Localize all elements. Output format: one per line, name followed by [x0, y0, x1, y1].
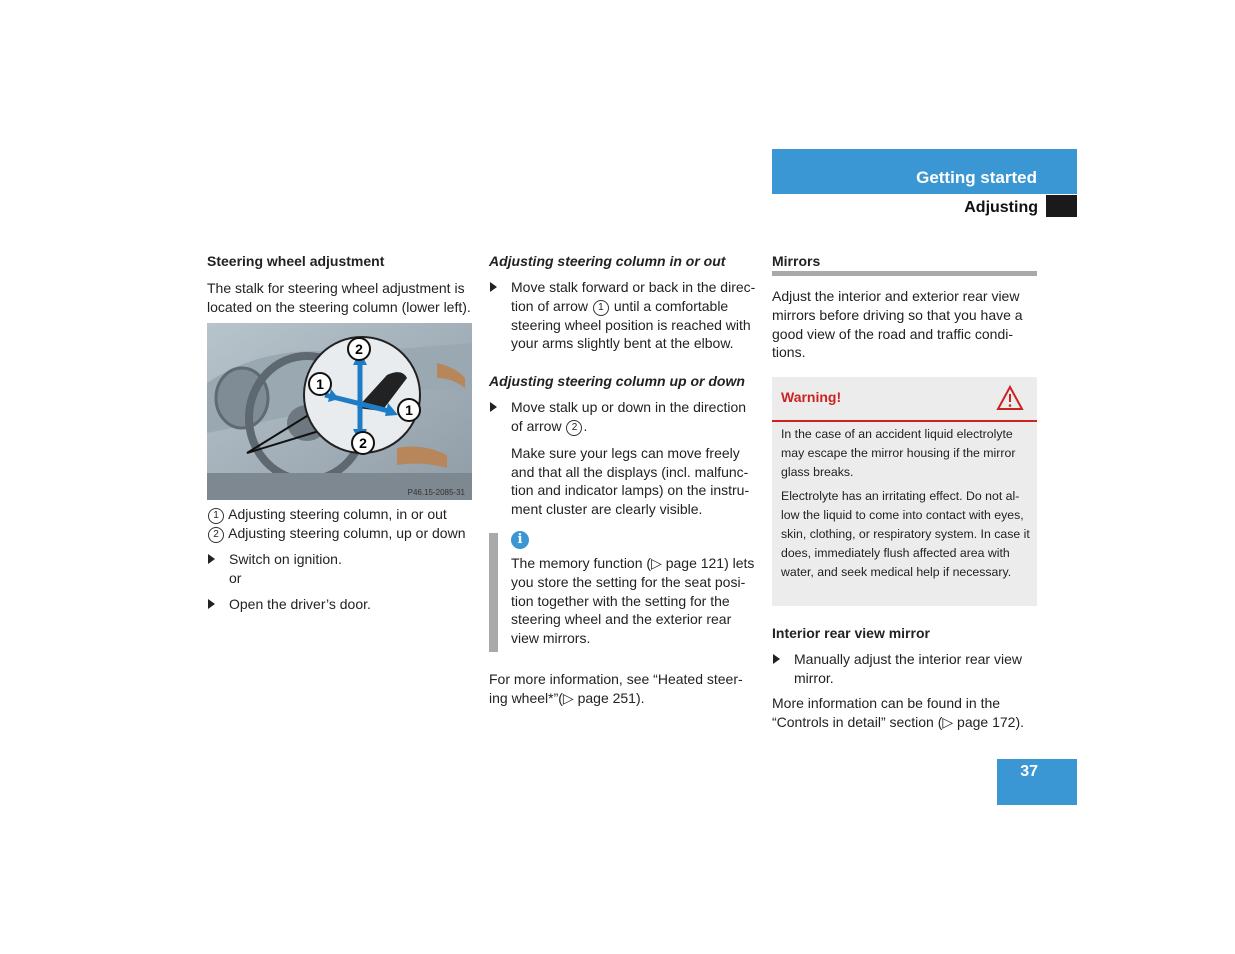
- info-icon: i: [511, 531, 529, 549]
- header-marker: [1046, 195, 1077, 217]
- column-1: [207, 252, 475, 316]
- bullet-arrow-icon: [490, 282, 497, 292]
- steering-column-figure: [207, 323, 472, 500]
- steering-heading: Steering wheel adjustment: [207, 253, 385, 269]
- step-switch-on-ignition: Switch on ignition. or: [207, 550, 475, 588]
- svg-text:1: 1: [405, 402, 413, 418]
- warning-triangle-icon: [996, 385, 1024, 411]
- svg-text:1: 1: [316, 376, 324, 392]
- warning-title: Warning!: [781, 389, 842, 405]
- bullet-arrow-icon: [773, 654, 780, 664]
- legend-item-1: 1 Adjusting steering column, in or out: [207, 505, 475, 524]
- figure-legend: [207, 505, 475, 613]
- step-open-door: Open the driver’s door.: [207, 595, 475, 614]
- mirrors-intro: Adjust the interior and exterior rear view mirrors before driving so that you have a good view of the road and traffic condi-tions.: [772, 288, 1023, 361]
- subsection-title: Adjusting: [964, 199, 1038, 216]
- legs-note: Make sure your legs can move freely and that all the displays (incl. malfunc-tion and indicator lamps) on the instru-ment cluster are clearly visible.: [511, 444, 750, 518]
- svg-text:2: 2: [359, 435, 367, 451]
- figure-code: P46.15-2085-31: [407, 488, 465, 497]
- step-in-out: Move stalk forward or back in the direc-tion of arrow 1 until a comfortable steering wheel position is reached with your arms slightly bent at the elbow.: [489, 278, 757, 353]
- warning-text: [781, 425, 1031, 581]
- svg-text:2: 2: [355, 341, 363, 357]
- info-bar: [489, 533, 498, 652]
- bullet-arrow-icon: [208, 554, 215, 564]
- column-2: [489, 252, 757, 519]
- warning-paragraph-1: In the case of an accident liquid electrolyte may escape the mirror housing if the mirror glass breaks.: [781, 427, 1016, 479]
- page-number: 37: [1020, 763, 1038, 780]
- heated-wheel-ref: For more information, see “Heated steer-ing wheel*”(▷ page 251).: [489, 671, 743, 706]
- info-note: The memory function (▷ page 121) lets you store the setting for the seat posi-tion together with the setting for the steering wheel and the exterior rear view mirrors.: [511, 555, 755, 647]
- controls-ref: More information can be found in the “Controls in detail” section (▷ page 172).: [772, 695, 1024, 731]
- bullet-arrow-icon: [490, 402, 497, 412]
- in-out-heading: Adjusting steering column in or out: [489, 253, 726, 269]
- step-adjust-mirror: Manually adjust the interior rear view mirror.: [772, 650, 1037, 688]
- up-down-heading: Adjusting steering column up or down: [489, 373, 745, 390]
- step-up-down: Move stalk up or down in the direction of arrow 2 . Make sure your legs can move freely and that all the displays (incl. malfunc-tion and indicator lamps) on the instru-ment cluster are clearly visible.: [489, 398, 757, 519]
- bullet-arrow-icon: [208, 599, 215, 609]
- warning-paragraph-2: Electrolyte has an irritating effect. Do not al-low the liquid to come into contact with eyes, skin, clothing, or respiratory system. In case it does, immediately flush affected area with water, and seek medical help if necessary.: [781, 489, 1030, 579]
- section-title: Getting started: [916, 168, 1037, 187]
- mirrors-heading: Mirrors: [772, 253, 821, 269]
- legend-item-2: 2 Adjusting steering column, up or down: [207, 524, 475, 543]
- column-3-lower: [772, 624, 1037, 732]
- heading-rule: [772, 271, 1037, 276]
- interior-mirror-heading: Interior rear view mirror: [772, 625, 930, 641]
- steering-intro: The stalk for steering wheel adjustment is located on the steering column (lower left).: [207, 279, 471, 315]
